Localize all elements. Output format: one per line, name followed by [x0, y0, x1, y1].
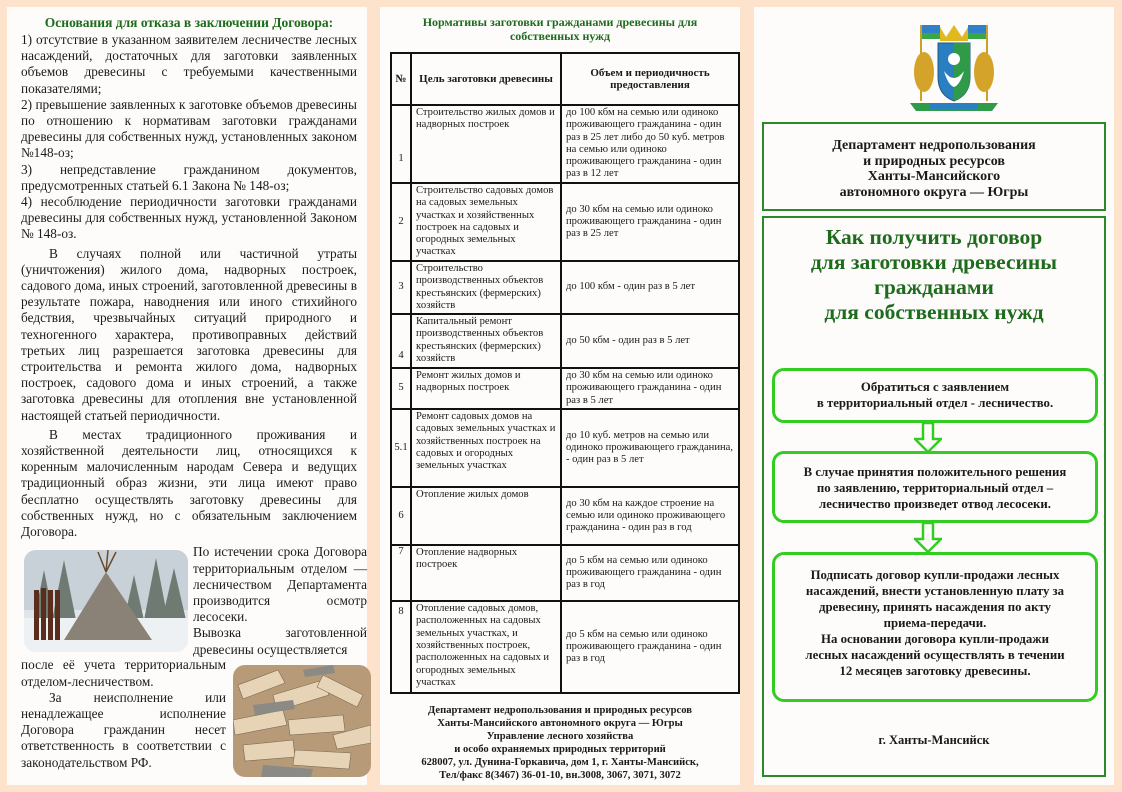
reason-4: 4) несоблюдение периодичности заготовки гражданами древесины для собственных нужд, установленной Законом № 148-оз.	[21, 194, 357, 242]
down-arrow-icon	[914, 423, 942, 453]
reason-1: 1) отсутствие в указанном заявителем лесничестве лесных насаждений, достаточных для заготовки заявленных объемов древесины с требуемыми качественными показателями;	[21, 32, 357, 96]
main-title: Как получить договор для заготовки древесины гражданами для собственных нужд	[810, 225, 1058, 324]
header-purpose: Цель заготовки древесины	[411, 53, 561, 105]
table-row: 2 Строительство садовых домов на садовых земельных участках и хозяйственных построек на садовых и огородных земельных участках до 30 кбм на семью или одиноко проживающего гражданина - один раз в 25 лет	[391, 183, 739, 261]
table-header-row	[391, 53, 739, 105]
header-volume: Объем и периодичность предоставления	[561, 53, 739, 105]
table-row: 3 Строительство производственных объектов крестьянских (фермерских) хозяйств до 100 кбм - один раз в 5 лет	[391, 261, 739, 314]
table-row: 7 Отопление надворных построек до 5 кбм на семью или одиноко проживающего гражданина - один раз в год	[391, 545, 739, 601]
liability-paragraph: За неисполнение или ненадлежащее исполнение Договора гражданин несет ответственность в соответствии с законодательством РФ.	[21, 689, 226, 770]
step-2: В случае принятия положительного решения по заявлению, территориальный отдел – лесничество произведет отвод лесосеки.	[772, 451, 1098, 523]
department-address: Департамент недропользования и природных ресурсов Ханты-Мансийского автономного округа — Югры Управление лесного хозяйства и особо охраняемых природных территорий 628007, ул. Дунина-Горкавича, дом 1, г. Ханты-Мансийск, Тел/факс 8(3467) 36-01-10, вн.3008, 3067, 3071, 3072	[421, 705, 699, 782]
middle-panel	[380, 7, 740, 785]
how-to-box	[762, 216, 1106, 777]
inspection-paragraph: По истечении срока Договора территориальным отделом — лесничеством Департамента производится осмотр лесосеки.	[193, 544, 367, 625]
norms-table	[390, 52, 740, 694]
step-1: Обратиться с заявлением в территориальный отдел - лесничество.	[772, 368, 1098, 423]
header-num: №	[391, 53, 411, 105]
indigenous-paragraph: В местах традиционного проживания и хозяйственной деятельности лиц, относящихся к коренным малочисленным народам Севера и ведущих традиционный образ жизни, эти лица имеют право бесплатно осуществлять заготовку древесины для собственных нужд, но с обязательным заключением Договора.	[21, 426, 357, 540]
reason-3: 3) непредставление гражданином документов, предусмотренных статьей 6.1 Закона № 148-оз;	[21, 161, 357, 193]
removal-paragraph-a: Вывозка заготовленной древесины осуществляется	[193, 625, 367, 657]
table-row: 1 Строительство жилых домов и надворных построек до 100 кбм на семью или одиноко проживающего гражданина - один раз в 25 лет либо до 50 куб. метров на семью или одиноко проживающего гражданина - один раз в 12 лет	[391, 105, 739, 183]
table-row: 8 Отопление садовых домов, расположенных на садовых земельных участках, и хозяйственных построек, расположенных на садовых и огородных земельных участках до 5 кбм на семью или одиноко проживающего гражданина - один раз в год	[391, 601, 739, 693]
reason-2: 2) превышение заявленных к заготовке объемов древесины по отношению к нормативам заготовки гражданами древесины для собственных нужд, установленных законом №148-оз;	[21, 96, 357, 161]
norms-title: Нормативы заготовки гражданами древесины для собственных нужд	[422, 15, 698, 43]
refusal-title: Основания для отказа в заключении Договора:	[44, 15, 334, 30]
city-label: г. Ханты-Мансийск	[878, 733, 990, 747]
table-row: 5.1 Ремонт садовых домов на садовых земельных участках и хозяйственных построек на садовых и огородных земельных участках до 10 куб. метров на семью или одиноко проживающего гражданина, - один раз в 5 лет	[391, 409, 739, 487]
department-box: Департамент недропользования и природных ресурсов Ханты-Мансийского автономного округа — Югры	[762, 122, 1106, 211]
table-row: 4 Капитальный ремонт производственных объектов крестьянских (фермерских) хозяйств до 50 кбм - один раз в 5 лет	[391, 314, 739, 368]
table-row: 5 Ремонт жилых домов и надворных построек до 30 кбм на семью или одиноко проживающего гражданина - один раз в 5 лет	[391, 368, 739, 409]
chum-tent-photo	[24, 550, 188, 652]
loss-paragraph: В случаях полной или частичной утраты (уничтожения) жилого дома, надворных построек, садового дома, иных строений, заготовленной древесины в результате пожара, наводнения или иного стихийного бедствия, чрезвычайных ситуаций природного и техногенного характера, противоправных действий третьих лиц разрешается заготовка древесины для строительства и ремонта жилого дома, надворных построек, садового дома и иных строений, а также заготовка древесины для отопления вне установленной настоящей статьей периодичности.	[21, 245, 357, 423]
table-row: 6 Отопление жилых домов до 30 кбм на каждое строение на семью или одиноко проживающего гражданина - один раз в год	[391, 487, 739, 545]
right-panel	[754, 7, 1114, 785]
coat-of-arms-icon	[902, 17, 1006, 115]
left-panel	[7, 7, 367, 785]
down-arrow-icon	[914, 523, 942, 553]
firewood-photo	[233, 665, 371, 777]
removal-paragraph-b: после её учета территориальным отделом-лесничеством.	[21, 657, 226, 689]
step-3: Подписать договор купли-продажи лесных насаждений, внести установленную плату за древесину, принять насаждения по акту приема-передачи. На основании договора купли-продажи лесных насаждений осуществлять в течении 12 месяцев заготовку древесины.	[772, 552, 1098, 702]
